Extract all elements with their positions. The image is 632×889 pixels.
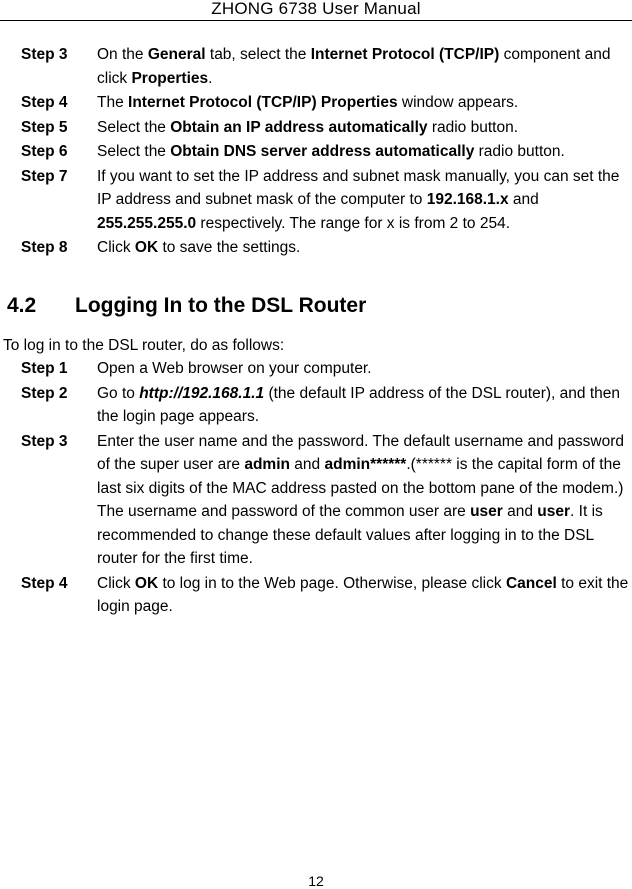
steps-list-network-setup [0,43,632,261]
step-text [97,236,632,260]
body-text: to save the settings. [158,239,301,256]
steps-list-login [0,357,632,620]
body-text: Select the [97,118,171,136]
body-text: to log in to the Web page. Otherwise, please click [158,574,506,592]
step-item [0,382,632,429]
step-text [97,357,632,381]
bold-text: OK [134,239,159,256]
body-text: .(****** is the capital form of the last six digits of the MAC address pasted on the bottom pane of the modem.) The username and password of the common user are [97,456,624,520]
step-text [97,430,632,571]
step-item [0,572,632,619]
step-item [0,91,632,115]
step-label: Step 4 [21,574,68,592]
page-number: 12 [308,873,324,889]
step-label: Step 3 [21,46,68,63]
body-text: and [502,503,538,520]
step-text [97,572,632,619]
body-text: respectively. The range for x is from 2 to 254. [196,214,510,232]
body-text: and [508,191,539,208]
bold-text: user [470,503,503,520]
section-title: Logging In to the DSL Router [75,294,367,317]
bold-text [139,385,264,402]
bold-text: Internet Protocol (TCP/IP) Properties [128,94,398,111]
step-label: Step 2 [21,384,68,402]
body-text: . [208,69,213,87]
bold-text: admin****** [324,456,407,473]
bold-text: Obtain DNS server address automatically [170,143,475,160]
body-text: Open a Web browser on your computer. [97,360,372,377]
body-text: Click [97,239,135,256]
body-text: If you want to set the IP address and subnet mask manually, you can set the IP address and subnet mask of the computer to [97,167,620,208]
bold-text: admin [244,456,290,473]
body-text: radio button. [427,118,519,136]
body-text: Select the [97,143,171,160]
bold-text: user [537,503,571,520]
step-label: Step 7 [21,167,68,185]
section-number: 4.2 [7,294,37,317]
step-text [97,43,632,90]
step-text [97,91,632,115]
body-text: tab, select the [205,46,311,63]
step-text [97,140,632,164]
body-text: (the default IP address of the DSL router), and then the login page appears. [97,384,620,425]
step-label: Step 4 [21,94,68,111]
body-text: Go to [97,384,140,402]
body-text: radio button. [474,143,565,160]
bold-text: Obtain an IP address automatically [170,118,428,136]
step-item [0,140,632,164]
body-text: component and click [97,46,611,87]
step-label: Step 6 [21,143,68,160]
body-text: Click [97,574,135,592]
step-label: Step 1 [21,360,68,377]
step-item [0,236,632,260]
bold-text: Cancel [505,574,557,592]
step-item [0,430,632,571]
manual-title: ZHONG 6738 User Manual [211,0,421,18]
body-text: On the [97,46,148,63]
bold-text: 255.255.255.0 [97,214,197,232]
emphasis-link-text: http://192.168.1.1 [139,384,265,402]
bold-text: 192.168.1.x [426,191,509,208]
body-text: The [97,94,129,111]
bold-text: General [147,46,206,63]
intro-paragraph: To log in to the DSL router, do as follows: [3,337,285,354]
step-item [0,116,632,140]
step-label: Step 3 [21,432,68,450]
step-item [0,357,632,381]
body-text: Enter the user name and the password. The default username and password of the super user are [97,432,625,473]
bold-text: Properties [131,69,209,87]
step-text [97,165,632,236]
bold-text: Internet Protocol (TCP/IP) [310,46,500,63]
step-item [0,43,632,90]
body-text: to exit the login page. [97,574,629,615]
step-item [0,165,632,236]
body-text: . It is recommended to change these default values after logging in to the DSL router for the first time. [97,503,603,567]
section-heading [7,293,366,319]
bold-text: OK [134,574,159,592]
step-text [97,116,632,140]
step-text [97,382,632,429]
body-text: window appears. [397,94,519,111]
body-text: and [290,456,325,473]
step-label: Step 8 [21,239,68,256]
step-label: Step 5 [21,118,68,136]
page-header [0,0,632,21]
